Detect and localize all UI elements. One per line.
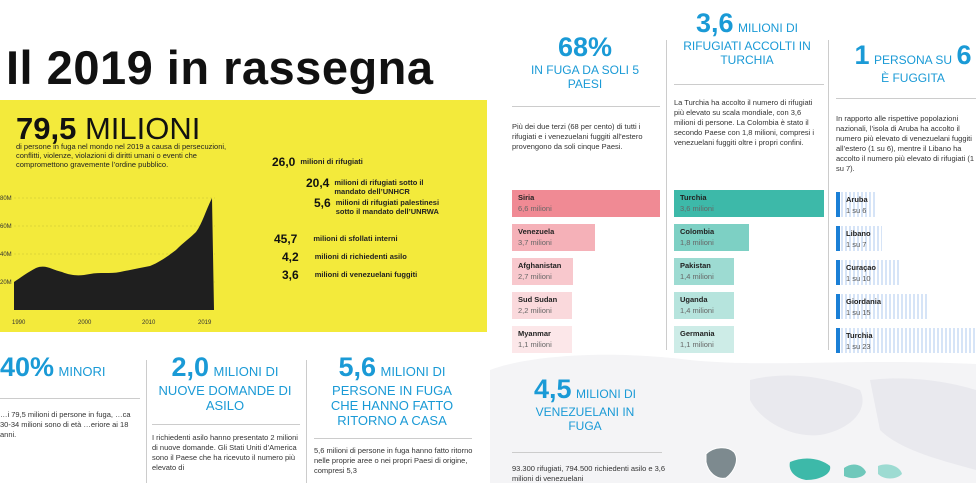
venezuelans-headline: [510, 374, 660, 433]
turkey-number: 3,6: [695, 8, 734, 38]
displacement-area-chart: [0, 190, 225, 330]
divider: [674, 84, 824, 85]
ratio-country: Aruba: [846, 195, 868, 204]
ratio-label: [846, 331, 873, 351]
divider: [666, 40, 667, 350]
one-in-six-number: 1: [854, 40, 870, 70]
divider: [306, 360, 307, 483]
bar-turchia: [674, 190, 824, 217]
bar-value: 3,7 milioni: [518, 238, 552, 247]
page-title: Il 2019 in rassegna: [6, 41, 434, 94]
asylum-word: ASILO: [205, 398, 245, 413]
one-in-six-word: PERSONA SU: [873, 53, 953, 67]
asylum-headline: [150, 352, 300, 413]
asylum-word: NUOVE DOMANDE DI: [158, 383, 292, 398]
chart-y-tick: 20M: [0, 280, 12, 286]
ratio-row-curaçao: [836, 260, 976, 285]
asylum-word: MILIONI DI: [213, 364, 279, 379]
stat-label: milioni di rifugiati: [300, 157, 363, 166]
ratio-row-giordania: [836, 294, 976, 319]
bar-country: Germania: [680, 329, 715, 338]
bar-country: Colombia: [680, 227, 715, 236]
returned-number: 5,6: [338, 352, 377, 382]
divider: [152, 424, 300, 425]
asylum-text: I richiedenti asilo hanno presentato 2 milioni di nuove domande. Gli Stati Uniti d’America sono il Paese che ha ricevuto il numero più elevato di: [152, 433, 298, 472]
turkey-word: TURCHIA: [720, 53, 774, 67]
five-countries-text: Più dei due terzi (68 per cento) di tutti i rifugiati e i venezuelani fuggiti all’estero provengono da soli cinque Paesi.: [512, 122, 643, 151]
bar-value: 2,7 milioni: [518, 272, 552, 281]
minors-headline: [0, 352, 105, 383]
turkey-word: MILIONI DI: [737, 21, 798, 35]
chart-x-tick: 2010: [142, 320, 156, 326]
stat-unrwa-refugees: [314, 196, 454, 216]
ratio-row-aruba: [836, 192, 976, 217]
ratio-marker: [836, 294, 840, 319]
bar-germania: [674, 326, 734, 353]
returned-text: 5,6 milioni di persone in fuga hanno fatto ritorno nelle proprie aree o nei propri Paesi di origine, compresi 5,3: [314, 446, 473, 475]
ratio-value: 1 su 23: [846, 342, 871, 351]
ratio-marker: [836, 192, 840, 217]
venezuelans-word: MILIONI DI: [575, 387, 636, 401]
bar-value: 1,1 milioni: [680, 340, 714, 349]
stat-label: milioni di venezuelani fuggiti: [314, 270, 418, 279]
divider: [512, 452, 662, 453]
stat-unhcr-refugees: [306, 176, 456, 196]
total-displaced-unit: MILIONI: [84, 111, 201, 146]
bar-sud-sudan: [512, 292, 572, 319]
ratio-country: Libano: [846, 229, 871, 238]
returned-word: MILIONI DI: [380, 364, 446, 379]
bar-pakistan: [674, 258, 734, 285]
stat-asylum-seekers: [282, 250, 407, 264]
ratio-marker: [836, 260, 840, 285]
divider: [0, 398, 140, 399]
ratio-value: 1 su 6: [846, 206, 867, 215]
bar-value: 1,4 milioni: [680, 272, 714, 281]
ratio-marker: [836, 226, 840, 251]
bar-country: Sud Sudan: [518, 295, 558, 304]
one-in-six-word: È FUGGITA: [881, 71, 945, 85]
minors-number: 40%: [0, 352, 55, 382]
bar-country: Siria: [518, 193, 535, 202]
stat-number: 45,7: [274, 232, 298, 246]
ratio-label: [846, 263, 876, 283]
bar-value: 1,8 milioni: [680, 238, 714, 247]
ratio-country: Turchia: [846, 331, 873, 340]
turkey-word: RIFUGIATI ACCOLTI IN: [683, 39, 811, 53]
bar-value: 3,6 milioni: [680, 204, 714, 213]
returned-word: RITORNO A CASA: [337, 413, 447, 428]
one-in-six-number: 6: [956, 40, 972, 70]
five-countries-word: IN FUGA DA SOLI 5: [530, 63, 640, 77]
venezuelans-text: 93.300 rifugiati, 794.500 richiedenti asilo e 3,6 milioni di venezuelani: [512, 464, 666, 483]
bar-uganda: [674, 292, 734, 319]
divider: [512, 106, 660, 107]
bar-value: 6,6 milioni: [518, 204, 552, 213]
bar-country: Pakistan: [680, 261, 711, 270]
bar-venezuela: [512, 224, 595, 251]
ratio-country: Curaçao: [846, 263, 877, 272]
stat-idps: [274, 232, 398, 246]
bar-country: Turchia: [680, 193, 707, 202]
stat-number: 20,4: [306, 176, 330, 190]
chart-x-tick: 1990: [12, 320, 26, 326]
ratio-country: Giordania: [846, 297, 882, 306]
bar-value: 1,1 milioni: [518, 340, 552, 349]
stat-number: 26,0: [272, 155, 296, 169]
venezuelans-word: FUGA: [568, 419, 602, 433]
five-countries-word: PAESI: [567, 77, 603, 91]
total-displaced-number: 79,5: [16, 111, 77, 146]
five-countries-number: 68%: [557, 32, 613, 62]
ratio-row-libano: [836, 226, 976, 251]
minors-word: MINORI: [58, 364, 106, 379]
turkey-headline: [672, 8, 822, 67]
bar-country: Afghanistan: [518, 261, 562, 270]
divider: [836, 98, 976, 99]
stat-number: 5,6: [314, 196, 331, 210]
chart-x-tick: 2000: [78, 320, 92, 326]
divider: [314, 438, 472, 439]
turkey-text: La Turchia ha accolto il numero di rifugiati più elevato su scala mondiale, con 3,6 milioni di persone. La Colombia è stato il secondo Paese con 1,8 milioni, compresi i venezuelani fuggiti oltre i propri confini.: [674, 98, 815, 147]
stat-label: milioni di rifugiati palestinesi sotto il mandato dell’UNRWA: [335, 198, 440, 216]
venezuelans-number: 4,5: [533, 374, 572, 404]
bar-siria: [512, 190, 660, 217]
returned-word: CHE HANNO FATTO: [330, 398, 454, 413]
stat-number: 4,2: [282, 250, 299, 264]
returned-word: PERSONE IN FUGA: [332, 383, 452, 398]
divider: [146, 360, 147, 483]
bar-country: Uganda: [680, 295, 708, 304]
bar-country: Myanmar: [518, 329, 551, 338]
stat-number: 3,6: [282, 268, 299, 282]
bar-myanmar: [512, 326, 572, 353]
bar-value: 2,2 milioni: [518, 306, 552, 315]
bar-country: Venezuela: [518, 227, 555, 236]
bar-value: 1,4 milioni: [680, 306, 714, 315]
venezuelans-word: VENEZUELANI IN: [535, 405, 635, 419]
ratio-label: [846, 195, 868, 215]
chart-y-tick: 40M: [0, 252, 12, 258]
ratio-value: 1 su 15: [846, 308, 871, 317]
chart-y-tick: 80M: [0, 196, 12, 202]
bar-colombia: [674, 224, 749, 251]
one-in-six-text: In rapporto alle rispettive popolazioni nazionali, l’isola di Aruba ha accolto il numero più elevato di venezuelani fuggiti all’estero (1 su 6), mentre il Libano ha accolto il numero più elevato di rifugiati (1 su 7).: [836, 114, 974, 173]
five-countries-headline: [510, 32, 660, 91]
minors-text: …i 79,5 milioni di persone in fuga, …ca 30-34 milioni sono di età …eriore ai 18 anni.: [0, 410, 131, 439]
stat-refugees: [272, 155, 363, 169]
one-in-six-headline: [838, 40, 976, 85]
total-displaced-description: di persone in fuga nel mondo nel 2019 a causa di persecuzioni, conflitti, violenze, violazioni di diritti umani o eventi che compromettono gravemente l’ordine pubblico.: [16, 142, 227, 169]
returned-headline: [312, 352, 472, 428]
stat-label: milioni di rifugiati sotto il mandato dell’UNHCR: [334, 178, 424, 196]
ratio-label: [846, 297, 881, 317]
chart-y-tick: 60M: [0, 224, 12, 230]
stat-label: milioni di richiedenti asilo: [314, 252, 407, 261]
chart-x-tick: 2019: [198, 320, 212, 326]
ratio-label: [846, 229, 871, 249]
bar-afghanistan: [512, 258, 573, 285]
ratio-value: 1 su 7: [846, 240, 867, 249]
asylum-number: 2,0: [171, 352, 210, 382]
ratio-value: 1 su 10: [846, 274, 871, 283]
stat-label: milioni di sfollati interni: [313, 234, 398, 243]
stat-venezuelans: [282, 268, 417, 282]
divider: [828, 40, 829, 350]
